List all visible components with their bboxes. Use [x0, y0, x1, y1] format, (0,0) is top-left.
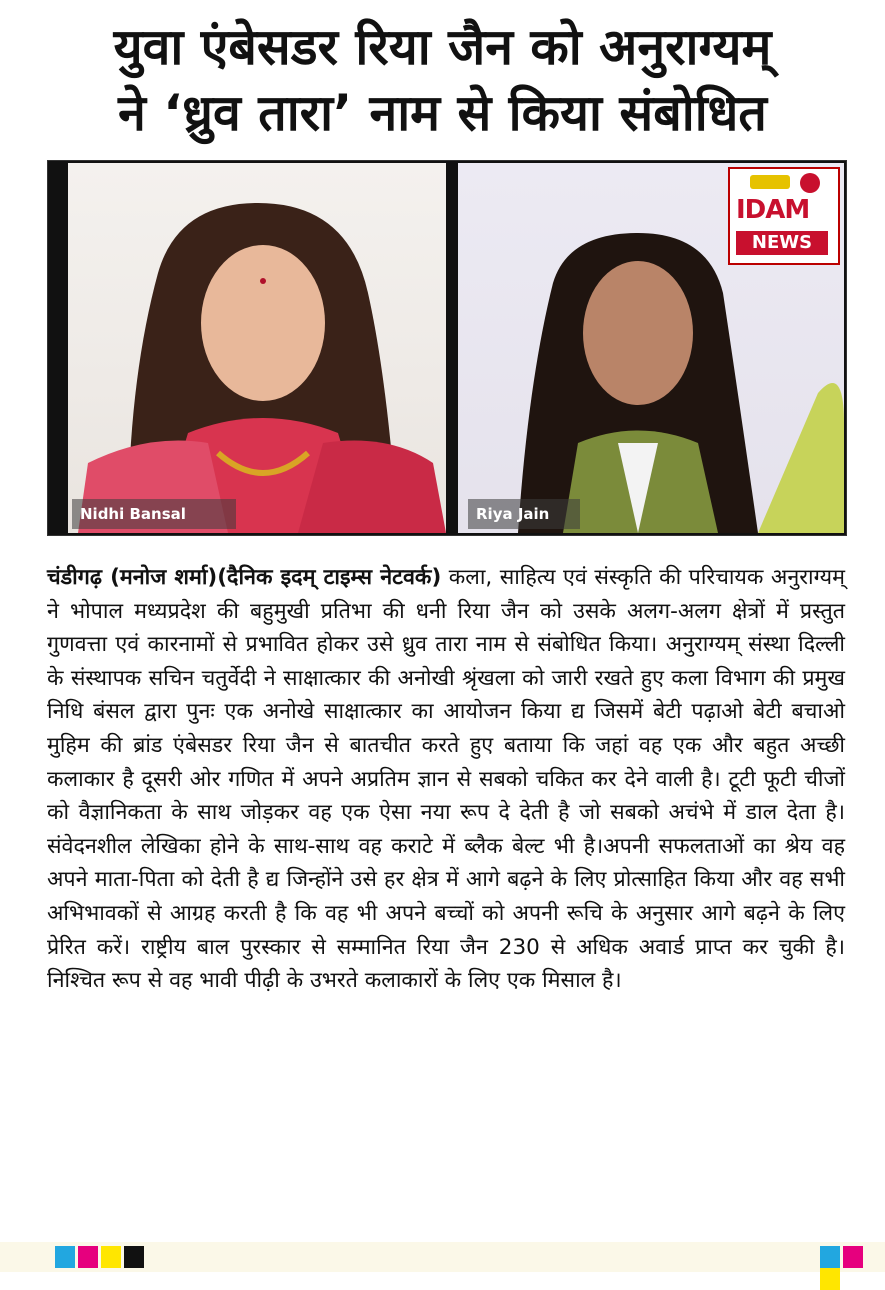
headline-line-1: युवा एंबेसडर रिया जैन को अनुराग्यम्: [113, 18, 772, 76]
logo-idam-text: IDAM: [736, 195, 810, 225]
article-text: कला, साहित्य एवं संस्कृति की परिचायक अनुराग्यम् ने भोपाल मध्यप्रदेश की बहुमुखी प्रतिभा की धनी रिया जैन को उसके अलग-अलग क्षेत्रों में प्रस्तुत गुणवत्ता एवं कारनामों से प्रभावित होकर उसे ध्रुव तारा नाम से संबोधित किया। अनुराग्यम् संस्था दिल्ली के संस्थापक सचिन चतुर्वेदी ने साक्षात्कार की अनोखी श्रृंखला को जारी रखते हुए कला विभाग की प्रमुख निधि बंसल द्वारा पुनः एक अनोखे साक्षात्कार का आयोजन किया द्य जिसमें बेटी पढ़ाओ बेटी बचाओ मुहिम की ब्रांड एंबेसडर रिया जैन से बातचीत करते हुए बताया कि जहां वह एक और बहुत अच्छी कलाकार है दूसरी ओर गणित में अपने अप्रतिम ज्ञान से सबको चकित कर देने वाली है। टूटी फूटी चीजों को वैज्ञानिकता के साथ जोड़कर वह एक ऐसा नया रूप दे देती है जो सबको अचंभे में डाल देता है। संवेदनशील लेखिका होने के साथ-साथ वह कराटे में ब्लैक बेल्ट भी है।अपनी सफलताओं का श्रेय वह अपने माता-पिता को देती है द्य जिन्होंने उसे हर क्षेत्र में आगे बढ़ने के लिए प्रोत्साहित किया और वह सभी अभिभावकों से आग्रह करती है कि वह भी अपने बच्चों को अपनी रूचि के अनुसार आगे बढ़ने के लिए प्रेरित करें। राष्ट्रीय बाल पुरस्कार से सम्मानित रिया जैन 230 से अधिक अवार्ड प्राप्त कर चुकी है। निश्चित रूप से वह भावी पीढ़ी के उभरते कलाकारों के लिए एक मिसाल है।: [47, 565, 845, 994]
magenta-swatch: [78, 1246, 98, 1268]
registration-marks-left: [55, 1246, 147, 1270]
magenta-swatch: [843, 1246, 863, 1268]
registration-marks-right: [820, 1246, 885, 1270]
article-dateline: चंडीगढ़ (मनोज शर्मा)(दैनिक इदम् टाइम्स नेटवर्क): [47, 565, 442, 590]
logo-news-text: NEWS: [736, 231, 828, 255]
headline-line-2: ने ‘ध्रुव तारा’ नाम से किया संबोधित: [118, 84, 767, 142]
headline: [0, 14, 885, 146]
idam-news-logo: [728, 167, 840, 265]
woman-portrait-left: [68, 163, 446, 533]
right-participant-panel: [458, 163, 844, 533]
participant-name-left: Nidhi Bansal: [72, 499, 236, 529]
yellow-swatch: [101, 1246, 121, 1268]
cyan-swatch: [55, 1246, 75, 1268]
video-call-photo: [47, 160, 847, 536]
microphone-icon: [730, 169, 838, 197]
cyan-swatch: [820, 1246, 840, 1268]
left-participant-panel: [68, 163, 446, 533]
yellow-swatch: [820, 1268, 840, 1290]
article-body: [47, 561, 845, 998]
black-swatch: [124, 1246, 144, 1268]
participant-name-right: Riya Jain: [468, 499, 580, 529]
